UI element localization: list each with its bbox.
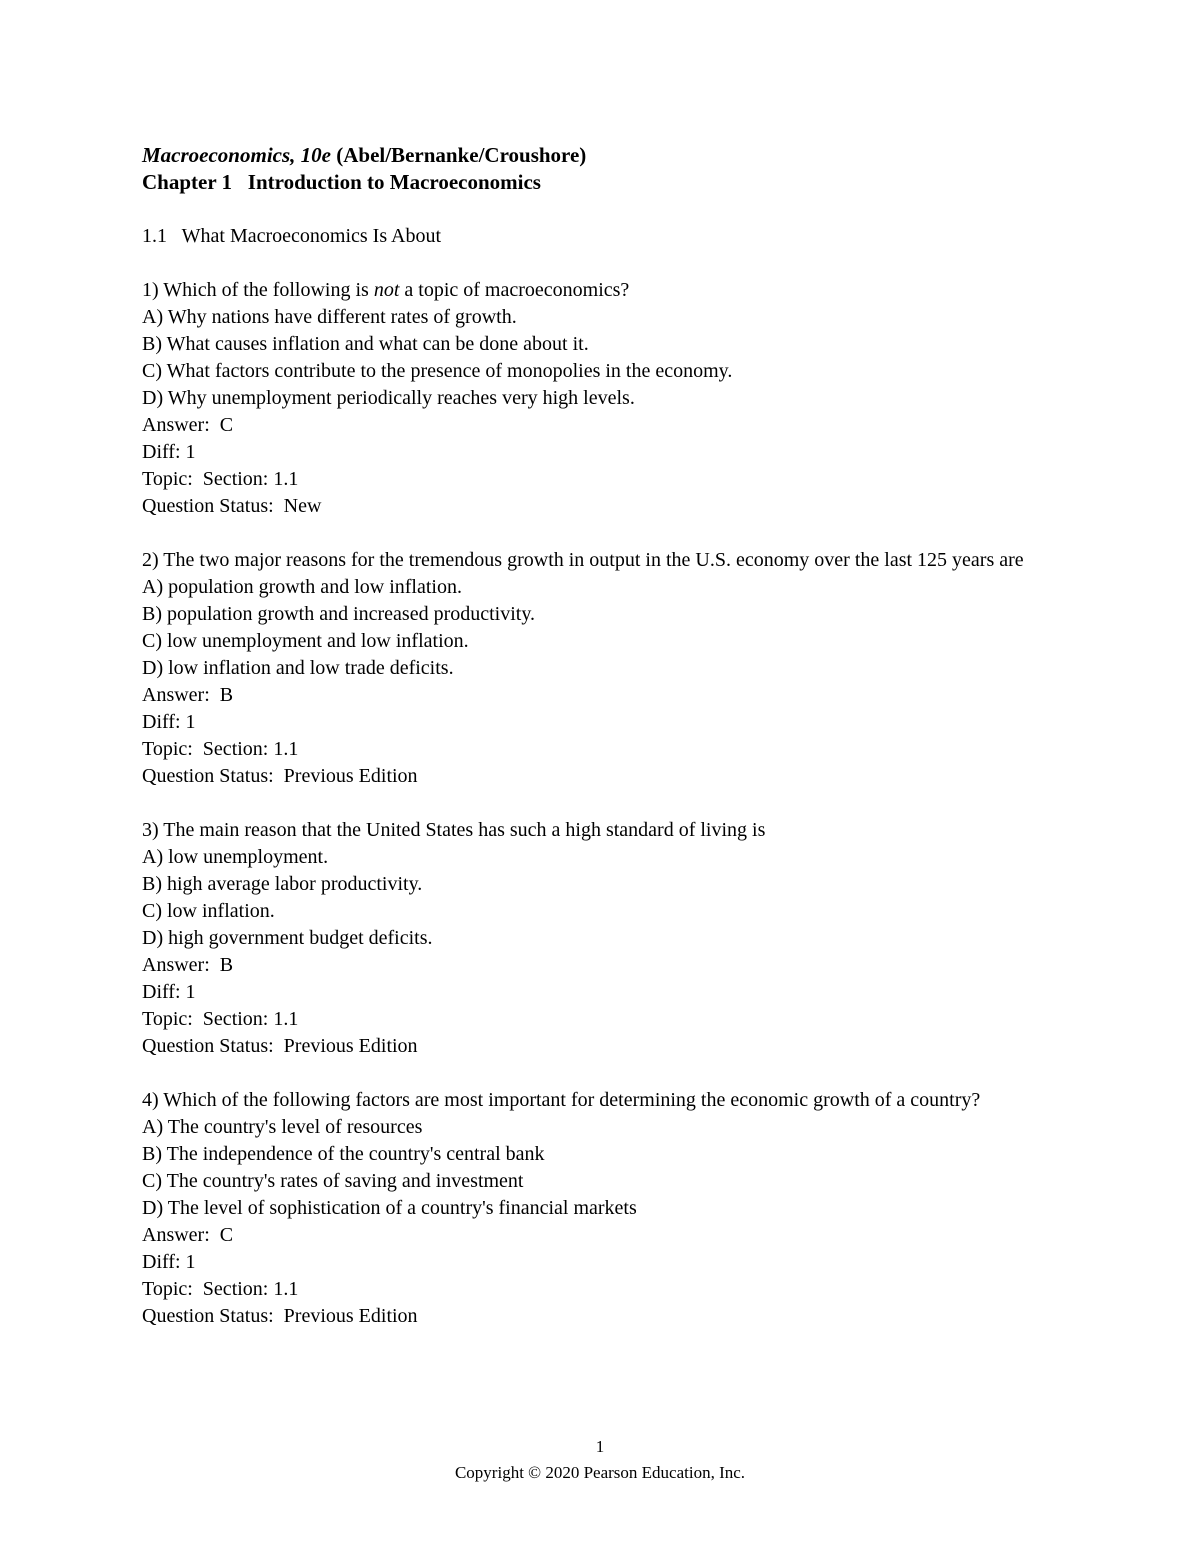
difficulty: Diff: 1: [142, 981, 196, 1003]
chapter-title: Chapter 1 Introduction to Macroeconomics: [142, 170, 541, 194]
answer-option: B) population growth and increased productivity.: [142, 603, 536, 625]
page-number: 1: [595, 1437, 605, 1456]
book-title-line: [142, 142, 1072, 169]
answer-option: B) high average labor productivity.: [142, 873, 423, 895]
book-title: Macroeconomics, 10e: [142, 143, 331, 167]
book-authors: (Abel/Bernanke/Croushore): [330, 143, 587, 167]
answer-option: C) low unemployment and low inflation.: [142, 630, 469, 652]
question-prompt: 3) The main reason that the United States has such a high standard of living is: [142, 819, 766, 841]
question-block: [142, 547, 1072, 790]
answer-key: Answer: B: [142, 954, 234, 976]
answer-option: B) What causes inflation and what can be done about it.: [142, 333, 589, 355]
question-prompt: 2) The two major reasons for the tremendous growth in output in the U.S. economy over the last 125 years are: [142, 549, 1024, 571]
question-status: Question Status: Previous Edition: [142, 765, 418, 787]
topic: Topic: Section: 1.1: [142, 738, 299, 760]
question-prompt: 4) Which of the following factors are most important for determining the economic growth of a country?: [142, 1089, 981, 1111]
answer-option: D) low inflation and low trade deficits.: [142, 657, 454, 679]
copyright-notice: Copyright © 2020 Pearson Education, Inc.: [454, 1463, 746, 1482]
answer-option: D) high government budget deficits.: [142, 927, 433, 949]
question-prompt-emphasis: not: [373, 279, 400, 301]
difficulty: Diff: 1: [142, 441, 196, 463]
answer-option: A) Why nations have different rates of growth.: [142, 306, 517, 328]
difficulty: Diff: 1: [142, 711, 196, 733]
answer-option: B) The independence of the country's central bank: [142, 1143, 545, 1165]
answer-option: C) What factors contribute to the presence of monopolies in the economy.: [142, 360, 733, 382]
answer-key: Answer: B: [142, 684, 234, 706]
answer-option: A) The country's level of resources: [142, 1116, 423, 1138]
question-block: [142, 817, 1072, 1060]
answer-option: C) low inflation.: [142, 900, 275, 922]
answer-option: D) Why unemployment periodically reaches very high levels.: [142, 387, 635, 409]
answer-option: A) population growth and low inflation.: [142, 576, 462, 598]
question-prompt: [142, 277, 1072, 304]
question-block: [142, 277, 1072, 520]
difficulty: Diff: 1: [142, 1251, 196, 1273]
question-block: [142, 1087, 1072, 1330]
section-heading: 1.1 What Macroeconomics Is About: [142, 225, 442, 247]
topic: Topic: Section: 1.1: [142, 1008, 299, 1030]
question-status: Question Status: New: [142, 495, 322, 517]
question-prompt-text: a topic of macroeconomics?: [399, 279, 630, 301]
question-status: Question Status: Previous Edition: [142, 1035, 418, 1057]
answer-option: A) low unemployment.: [142, 846, 329, 868]
topic: Topic: Section: 1.1: [142, 468, 299, 490]
question-prompt-text: 1) Which of the following is: [142, 279, 374, 301]
answer-key: Answer: C: [142, 414, 234, 436]
answer-option: C) The country's rates of saving and investment: [142, 1170, 524, 1192]
answer-key: Answer: C: [142, 1224, 234, 1246]
answer-option: D) The level of sophistication of a country's financial markets: [142, 1197, 637, 1219]
question-status: Question Status: Previous Edition: [142, 1305, 418, 1327]
topic: Topic: Section: 1.1: [142, 1278, 299, 1300]
page-content: [142, 142, 1072, 1330]
